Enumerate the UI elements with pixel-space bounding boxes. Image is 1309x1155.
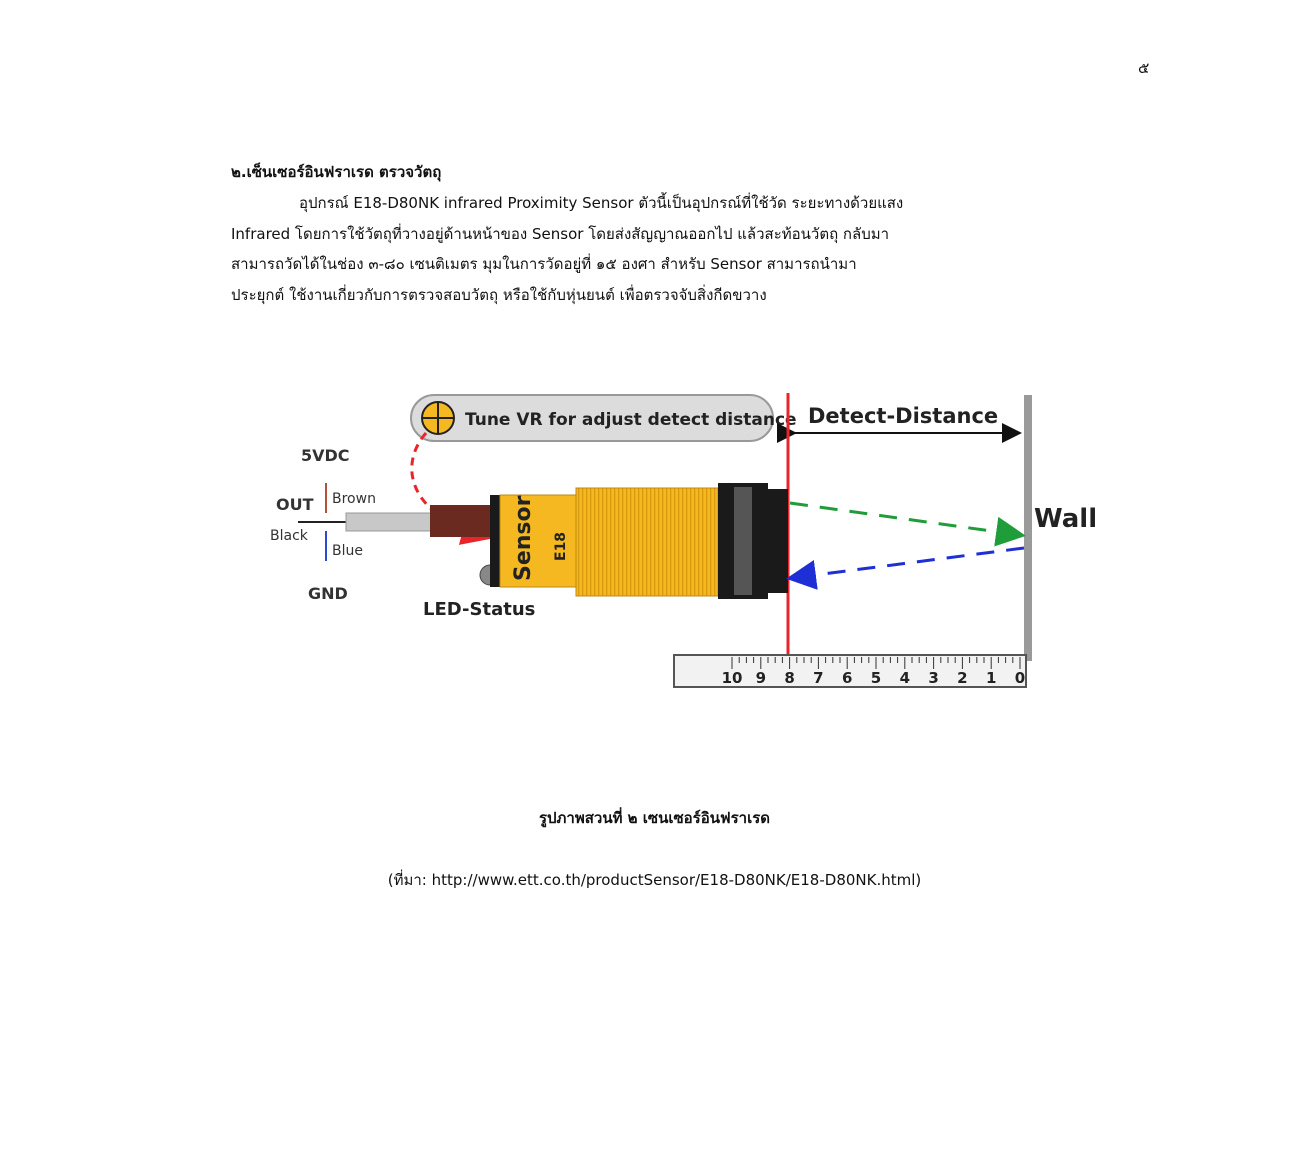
gnd-label: GND [308, 584, 348, 603]
blue-wire-label: Blue [332, 543, 363, 559]
figure-caption: รูปภาพสวนที่ ๒ เซนเซอร์อินฟราเรด [538, 809, 771, 827]
model-label: E18 [553, 531, 569, 561]
wall [1024, 395, 1032, 661]
section-heading: ๒.เซ็นเซอร์อินฟราเรด ตรวจวัตถุ [231, 163, 442, 181]
body-paragraph [231, 188, 1161, 310]
out-label: OUT [276, 495, 314, 514]
ruler-tick-label: 7 [813, 669, 824, 687]
ruler-tick-label: 1 [985, 669, 997, 687]
led-status-label: LED-Status [423, 599, 536, 620]
paragraph-line: สามารถวัดได้ในช่อง ๓-๘๐ เซนติเมตร มุมในการวัดอยู่ที่ ๑๕ องศา สำหรับ Sensor สามารถนำมา [231, 255, 857, 273]
ruler-tick-label: 8 [784, 669, 795, 687]
wall-label: Wall [1034, 504, 1098, 534]
page-number: ๕ [1138, 59, 1150, 77]
sensor-back-cap [490, 495, 500, 587]
paragraph-line: Infrared โดยการใช้วัตถุที่วางอยู่ด้านหน้าของ Sensor โดยส่งสัญญาณออกไป แล้วสะท้อนวัตถุ กลับมา [231, 224, 890, 243]
cable [346, 513, 432, 531]
reflected-beam [792, 548, 1024, 578]
sensor-diagram-figure [258, 385, 1108, 690]
brown-wire-label: Brown [332, 491, 376, 507]
paragraph-line: ประยุกต์ ใช้งานเกี่ยวกับการตรวจสอบวัตถุ หรือใช้กับหุ่นยนต์ เพื่อตรวจจับสิ่งกีดขวาง [231, 285, 767, 304]
sensor-label: Sensor [511, 495, 536, 581]
sensor-diagram [258, 385, 1108, 690]
cable-boot [430, 505, 492, 537]
vdc-label: 5VDC [301, 446, 350, 465]
black-wire-label: Black [270, 528, 308, 544]
sensor-threaded-body [576, 488, 718, 596]
ruler-tick-label: 0 [1014, 669, 1026, 687]
tune-vr-label: Tune VR for adjust detect distance [465, 410, 797, 430]
ruler-tick-label: 2 [957, 669, 968, 687]
emitted-beam [790, 503, 1020, 535]
ruler-tick-label: 9 [755, 669, 767, 687]
ruler-tick-label: 5 [870, 669, 882, 687]
ruler-tick-label: 10 [721, 669, 743, 687]
sensor-lens [768, 489, 788, 593]
paragraph-line: อุปกรณ์ E18-D80NK infrared Proximity Sensor ตัวนี้เป็นอุปกรณ์ที่ใช้วัด ระยะทางด้วยแสง [299, 194, 904, 212]
ruler-tick-label: 3 [928, 669, 939, 687]
ruler-tick-label: 4 [899, 669, 911, 687]
figure-source: (ที่มา: http://www.ett.co.th/productSensor/E18-D80NK/E18-D80NK.html) [387, 871, 922, 889]
ruler-tick-label: 6 [841, 669, 853, 687]
detect-distance-label: Detect-Distance [808, 404, 999, 428]
